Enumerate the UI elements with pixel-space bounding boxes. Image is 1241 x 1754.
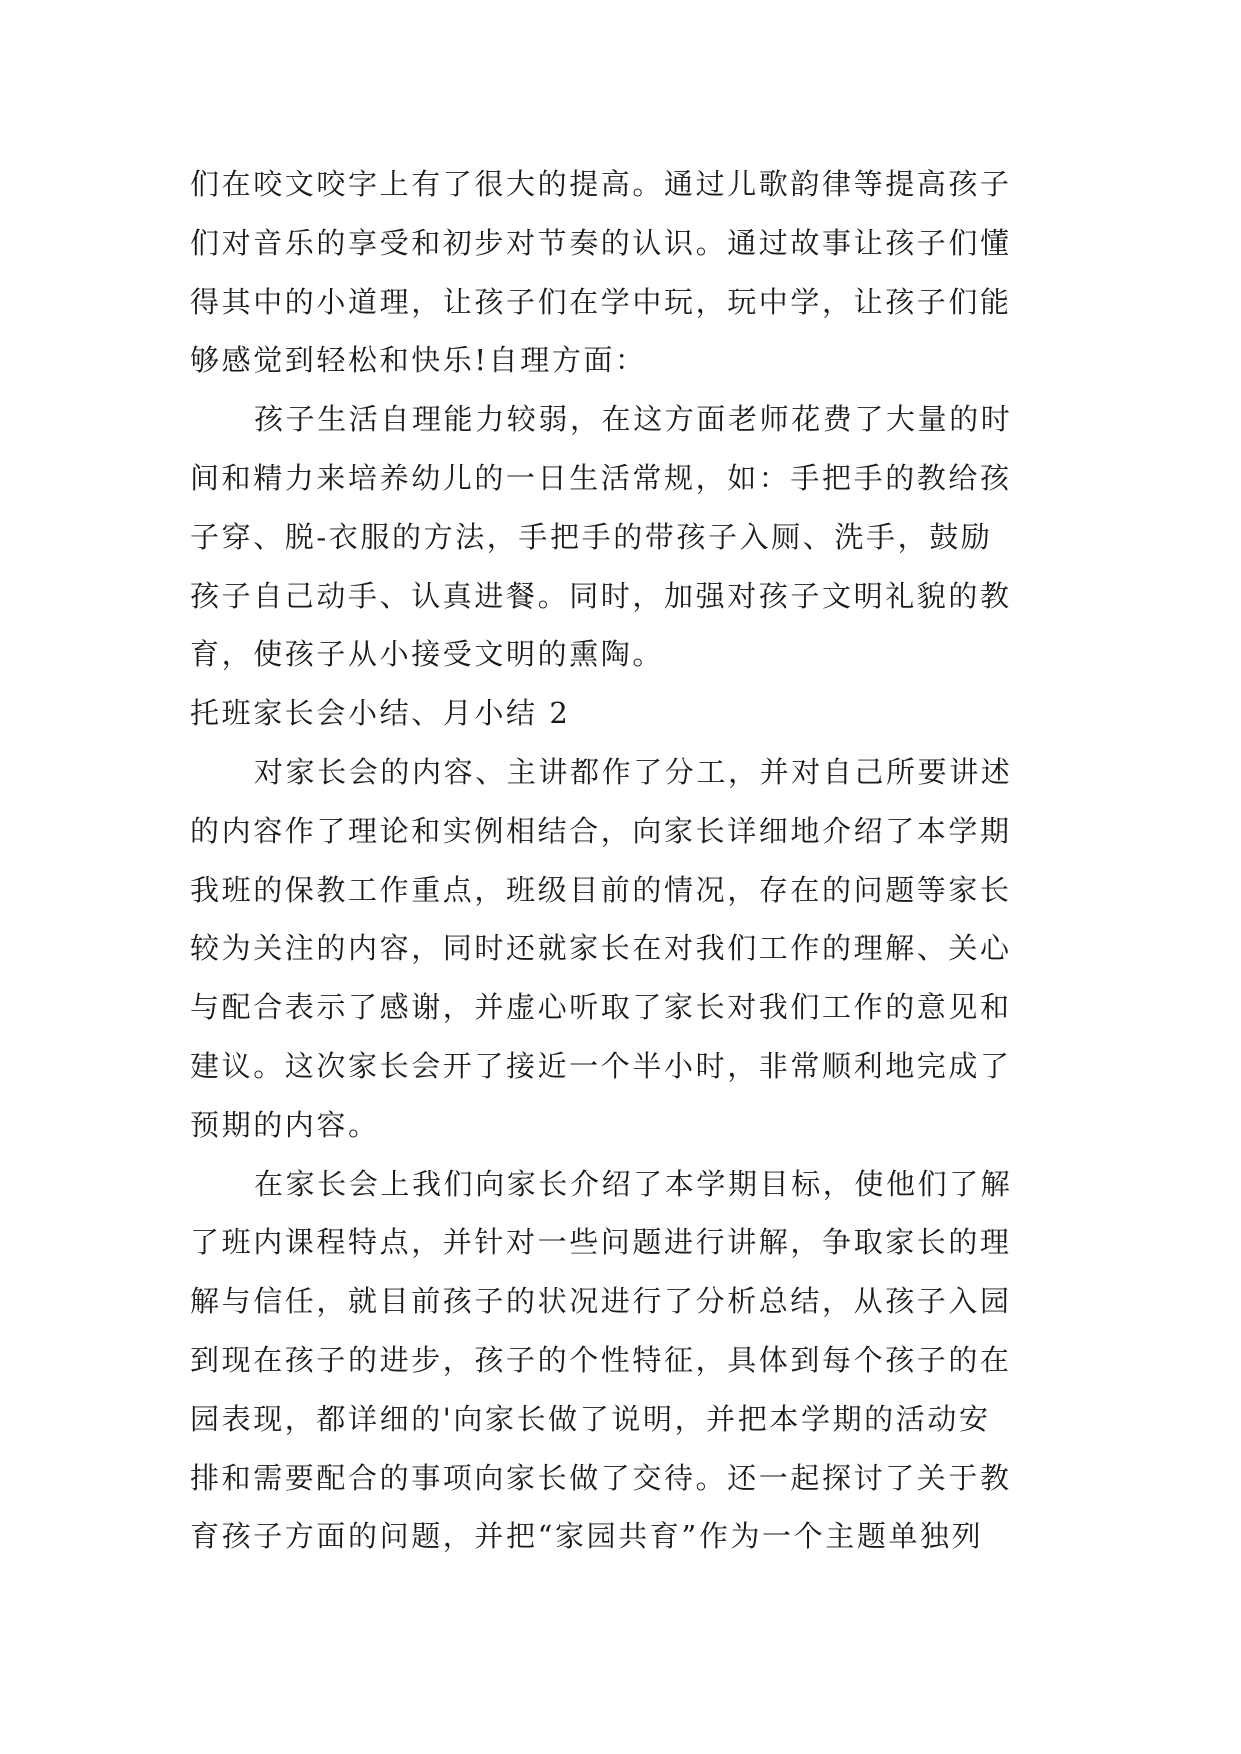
text-line: 了班内课程特点，并针对一些问题进行讲解，争取家长的理 (190, 1225, 1012, 1260)
text-line: 我班的保教工作重点，班级目前的情况，存在的问题等家长 (190, 872, 1012, 907)
text-line: 到现在孩子的进步，孩子的个性特征，具体到每个孩子的在 (190, 1342, 1012, 1377)
text-line: 们对音乐的享受和初步对节奏的认识。通过故事让孩子们懂 (190, 225, 1012, 260)
text-line: 间和精力来培养幼儿的一日生活常规，如：手把手的教给孩 (190, 460, 1012, 495)
text-line: 们在咬文咬字上有了很大的提高。通过儿歌韵律等提高孩子 (190, 167, 1012, 201)
paragraph-first-line: 对家长会的内容、主讲都作了分工，并对自己所要讲述 (254, 754, 1013, 789)
text-line: 育，使孩子从小接受文明的熏陶。 (190, 637, 665, 672)
paragraph-first-line: 孩子生活自理能力较弱，在这方面老师花费了大量的时 (254, 402, 1013, 437)
document-body (190, 155, 1050, 1566)
text-line: 预期的内容。 (190, 1107, 380, 1142)
text-line: 与配合表示了感谢，并虚心听取了家长对我们工作的意见和 (190, 990, 1012, 1025)
text-line: 排和需要配合的事项向家长做了交待。还一起探讨了关于教 (190, 1460, 1012, 1495)
text-line: 得其中的小道理，让孩子们在学中玩，玩中学，让孩子们能 (190, 284, 1012, 319)
text-line: 孩子自己动手、认真进餐。同时，加强对孩子文明礼貌的教 (190, 578, 1012, 613)
text-line: 建议。这次家长会开了接近一个半小时，非常顺利地完成了 (190, 1048, 1012, 1083)
text-line: 够感觉到轻松和快乐!自理方面： (190, 343, 647, 378)
text-line: 园表现，都详细的'向家长做了说明，并把本学期的活动安 (190, 1401, 991, 1436)
text-line: 解与信任，就目前孩子的状况进行了分析总结，从孩子入园 (190, 1284, 1012, 1319)
paragraph-first-line: 在家长会上我们向家长介绍了本学期目标，使他们了解 (254, 1166, 1013, 1201)
text-line: 子穿、脱-衣服的方法，手把手的带孩子入厕、洗手，鼓励 (190, 519, 993, 554)
section-heading: 托班家长会小结、月小结 2 (190, 696, 571, 731)
text-line: 较为关注的内容，同时还就家长在对我们工作的理解、关心 (190, 931, 1012, 966)
text-line: 的内容作了理论和实例相结合，向家长详细地介绍了本学期 (190, 813, 1012, 848)
text-line: 育孩子方面的问题，并把“家园共育”作为一个主题单独列 (190, 1519, 984, 1554)
